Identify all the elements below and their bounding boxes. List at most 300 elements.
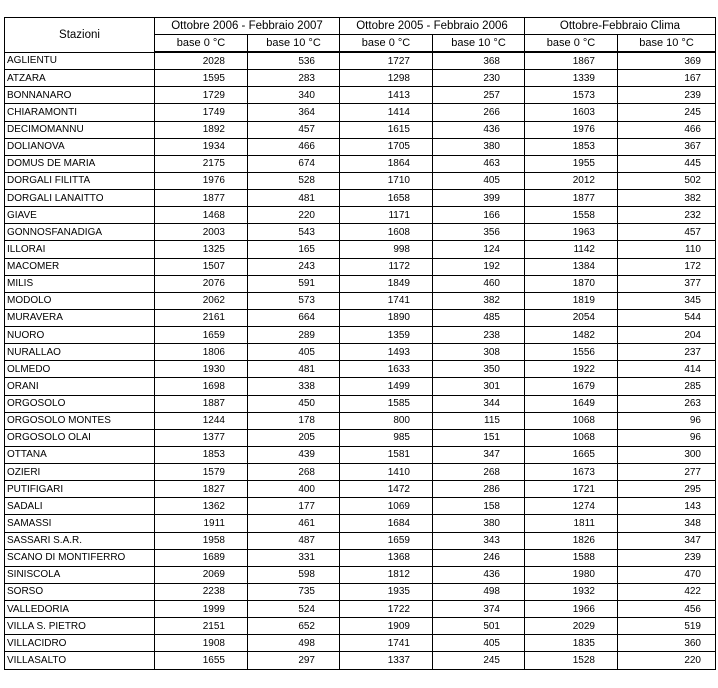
value-cell-base0-2006-2007: 1892 xyxy=(155,121,248,138)
table-row xyxy=(5,395,716,412)
value-cell-base0-2006-2007: 2076 xyxy=(155,275,248,292)
value-cell-base10-clima: 382 xyxy=(618,190,716,207)
value-cell-base10-2006-2007: 220 xyxy=(248,207,340,224)
value-cell-base0-2005-2006: 1909 xyxy=(340,618,433,635)
value-cell-base0-clima: 1980 xyxy=(525,566,618,583)
value-cell-base10-2006-2007: 297 xyxy=(248,652,340,670)
value-cell-base0-2006-2007: 1362 xyxy=(155,498,248,515)
value-cell-base0-2005-2006: 1413 xyxy=(340,87,433,104)
value-cell-base0-clima: 1068 xyxy=(525,429,618,446)
value-cell-base0-2005-2006: 1935 xyxy=(340,583,433,600)
value-cell-base0-2005-2006: 1359 xyxy=(340,327,433,344)
value-cell-base10-2005-2006: 460 xyxy=(433,275,525,292)
value-cell-base10-clima: 360 xyxy=(618,635,716,652)
table-row xyxy=(5,635,716,652)
value-cell-base0-clima: 1721 xyxy=(525,481,618,498)
value-cell-base10-2006-2007: 487 xyxy=(248,532,340,549)
value-cell-base0-clima: 1853 xyxy=(525,138,618,155)
value-cell-base0-clima: 1870 xyxy=(525,275,618,292)
station-name-cell: DOLIANOVA xyxy=(5,138,155,155)
table-header xyxy=(5,18,716,53)
value-cell-base0-2005-2006: 1472 xyxy=(340,481,433,498)
value-cell-base0-clima: 1835 xyxy=(525,635,618,652)
value-cell-base0-clima: 1573 xyxy=(525,87,618,104)
value-cell-base0-clima: 2054 xyxy=(525,309,618,326)
value-cell-base0-2005-2006: 1172 xyxy=(340,258,433,275)
station-name-cell: MODOLO xyxy=(5,292,155,309)
value-cell-base0-clima: 1339 xyxy=(525,70,618,87)
value-cell-base0-2005-2006: 1684 xyxy=(340,515,433,532)
station-name-cell: SADALI xyxy=(5,498,155,515)
value-cell-base0-2006-2007: 2003 xyxy=(155,224,248,241)
table-row xyxy=(5,429,716,446)
value-cell-base0-clima: 1673 xyxy=(525,464,618,481)
value-cell-base0-2006-2007: 1958 xyxy=(155,532,248,549)
station-name-cell: NUORO xyxy=(5,327,155,344)
value-cell-base10-2005-2006: 501 xyxy=(433,618,525,635)
value-cell-base0-2006-2007: 1999 xyxy=(155,601,248,618)
value-cell-base10-clima: 96 xyxy=(618,429,716,446)
table-row xyxy=(5,481,716,498)
subheader-base10: base 10 °C xyxy=(248,35,340,53)
value-cell-base0-2005-2006: 1633 xyxy=(340,361,433,378)
value-cell-base10-2005-2006: 463 xyxy=(433,155,525,172)
value-cell-base0-clima: 2012 xyxy=(525,172,618,189)
value-cell-base10-clima: 239 xyxy=(618,87,716,104)
subheader-base0: base 0 °C xyxy=(525,35,618,53)
value-cell-base10-2005-2006: 380 xyxy=(433,515,525,532)
value-cell-base0-2006-2007: 1806 xyxy=(155,344,248,361)
value-cell-base10-clima: 422 xyxy=(618,583,716,600)
station-name-cell: PUTIFIGARI xyxy=(5,481,155,498)
value-cell-base10-2006-2007: 338 xyxy=(248,378,340,395)
group-header-2005-2006: Ottobre 2005 - Febbraio 2006 xyxy=(340,18,525,35)
station-name-cell: DORGALI LANAITTO xyxy=(5,190,155,207)
table-row xyxy=(5,241,716,258)
value-cell-base10-clima: 285 xyxy=(618,378,716,395)
station-name-cell: OTTANA xyxy=(5,446,155,463)
value-cell-base0-2005-2006: 1615 xyxy=(340,121,433,138)
table-row xyxy=(5,104,716,121)
value-cell-base10-clima: 204 xyxy=(618,327,716,344)
value-cell-base0-2005-2006: 1608 xyxy=(340,224,433,241)
value-cell-base10-clima: 348 xyxy=(618,515,716,532)
value-cell-base10-2006-2007: 481 xyxy=(248,361,340,378)
value-cell-base0-clima: 1976 xyxy=(525,121,618,138)
value-cell-base0-clima: 1649 xyxy=(525,395,618,412)
value-cell-base10-clima: 456 xyxy=(618,601,716,618)
value-cell-base10-2006-2007: 243 xyxy=(248,258,340,275)
value-cell-base10-2006-2007: 283 xyxy=(248,70,340,87)
value-cell-base0-2005-2006: 1414 xyxy=(340,104,433,121)
table-row xyxy=(5,566,716,583)
value-cell-base10-clima: 220 xyxy=(618,652,716,670)
table-row xyxy=(5,309,716,326)
station-name-cell: GONNOSFANADIGA xyxy=(5,224,155,241)
value-cell-base10-2005-2006: 124 xyxy=(433,241,525,258)
station-name-cell: VALLEDORIA xyxy=(5,601,155,618)
value-cell-base0-2005-2006: 1705 xyxy=(340,138,433,155)
value-cell-base10-2005-2006: 380 xyxy=(433,138,525,155)
station-name-cell: VILLACIDRO xyxy=(5,635,155,652)
station-name-cell: ILLORAI xyxy=(5,241,155,258)
value-cell-base10-2005-2006: 151 xyxy=(433,429,525,446)
subheader-base10: base 10 °C xyxy=(433,35,525,53)
value-cell-base0-clima: 1603 xyxy=(525,104,618,121)
table-row xyxy=(5,155,716,172)
station-name-cell: BONNANARO xyxy=(5,87,155,104)
value-cell-base0-2005-2006: 1410 xyxy=(340,464,433,481)
value-cell-base10-clima: 457 xyxy=(618,224,716,241)
table-row xyxy=(5,121,716,138)
value-cell-base10-2006-2007: 331 xyxy=(248,549,340,566)
value-cell-base0-2005-2006: 1741 xyxy=(340,292,433,309)
value-cell-base10-clima: 295 xyxy=(618,481,716,498)
value-cell-base0-2006-2007: 1930 xyxy=(155,361,248,378)
group-header-row xyxy=(5,18,716,35)
table-row xyxy=(5,412,716,429)
value-cell-base0-2005-2006: 1581 xyxy=(340,446,433,463)
value-cell-base10-2006-2007: 177 xyxy=(248,498,340,515)
station-name-cell: MILIS xyxy=(5,275,155,292)
station-name-cell: SINISCOLA xyxy=(5,566,155,583)
value-cell-base10-clima: 502 xyxy=(618,172,716,189)
table-row xyxy=(5,138,716,155)
value-cell-base10-2005-2006: 436 xyxy=(433,121,525,138)
table-row xyxy=(5,52,716,70)
value-cell-base10-2005-2006: 374 xyxy=(433,601,525,618)
station-name-cell: VILLASALTO xyxy=(5,652,155,670)
value-cell-base0-2006-2007: 1749 xyxy=(155,104,248,121)
value-cell-base10-clima: 445 xyxy=(618,155,716,172)
value-cell-base10-2006-2007: 536 xyxy=(248,52,340,70)
value-cell-base0-2005-2006: 1812 xyxy=(340,566,433,583)
value-cell-base10-2005-2006: 350 xyxy=(433,361,525,378)
value-cell-base10-2006-2007: 598 xyxy=(248,566,340,583)
value-cell-base10-clima: 237 xyxy=(618,344,716,361)
value-cell-base0-2006-2007: 1244 xyxy=(155,412,248,429)
table-row xyxy=(5,532,716,549)
value-cell-base10-2005-2006: 436 xyxy=(433,566,525,583)
value-cell-base10-2006-2007: 340 xyxy=(248,87,340,104)
subheader-base0: base 0 °C xyxy=(155,35,248,53)
value-cell-base10-2006-2007: 400 xyxy=(248,481,340,498)
value-cell-base10-2005-2006: 368 xyxy=(433,52,525,70)
value-cell-base10-clima: 519 xyxy=(618,618,716,635)
value-cell-base0-2005-2006: 1171 xyxy=(340,207,433,224)
value-cell-base0-clima: 1966 xyxy=(525,601,618,618)
station-name-cell: NURALLAO xyxy=(5,344,155,361)
value-cell-base10-clima: 470 xyxy=(618,566,716,583)
value-cell-base0-2005-2006: 800 xyxy=(340,412,433,429)
value-cell-base10-2005-2006: 268 xyxy=(433,464,525,481)
value-cell-base10-2006-2007: 364 xyxy=(248,104,340,121)
value-cell-base0-2006-2007: 1325 xyxy=(155,241,248,258)
value-cell-base0-clima: 1665 xyxy=(525,446,618,463)
table-row xyxy=(5,207,716,224)
value-cell-base0-2006-2007: 1655 xyxy=(155,652,248,670)
value-cell-base0-clima: 1556 xyxy=(525,344,618,361)
table-row xyxy=(5,344,716,361)
value-cell-base0-2006-2007: 1579 xyxy=(155,464,248,481)
value-cell-base10-clima: 347 xyxy=(618,532,716,549)
value-cell-base0-clima: 1826 xyxy=(525,532,618,549)
value-cell-base0-clima: 1142 xyxy=(525,241,618,258)
table-row xyxy=(5,327,716,344)
value-cell-base10-2006-2007: 289 xyxy=(248,327,340,344)
value-cell-base0-2005-2006: 1722 xyxy=(340,601,433,618)
value-cell-base0-2005-2006: 1849 xyxy=(340,275,433,292)
table-row xyxy=(5,549,716,566)
value-cell-base10-2006-2007: 405 xyxy=(248,344,340,361)
value-cell-base10-2006-2007: 457 xyxy=(248,121,340,138)
value-cell-base0-2005-2006: 1659 xyxy=(340,532,433,549)
value-cell-base0-2005-2006: 1499 xyxy=(340,378,433,395)
value-cell-base10-clima: 110 xyxy=(618,241,716,258)
value-cell-base0-2006-2007: 1698 xyxy=(155,378,248,395)
station-name-cell: OZIERI xyxy=(5,464,155,481)
value-cell-base0-clima: 1679 xyxy=(525,378,618,395)
value-cell-base10-2006-2007: 178 xyxy=(248,412,340,429)
table-row xyxy=(5,172,716,189)
value-cell-base0-clima: 1819 xyxy=(525,292,618,309)
value-cell-base0-2006-2007: 1377 xyxy=(155,429,248,446)
value-cell-base10-2005-2006: 115 xyxy=(433,412,525,429)
value-cell-base0-clima: 1384 xyxy=(525,258,618,275)
value-cell-base10-2005-2006: 382 xyxy=(433,292,525,309)
value-cell-base10-clima: 263 xyxy=(618,395,716,412)
value-cell-base10-2006-2007: 466 xyxy=(248,138,340,155)
table-row xyxy=(5,618,716,635)
station-name-cell: CHIARAMONTI xyxy=(5,104,155,121)
station-name-cell: DOMUS DE MARIA xyxy=(5,155,155,172)
value-cell-base0-clima: 1811 xyxy=(525,515,618,532)
value-cell-base10-2006-2007: 528 xyxy=(248,172,340,189)
value-cell-base10-2006-2007: 735 xyxy=(248,583,340,600)
station-name-cell: AGLIENTU xyxy=(5,52,155,70)
station-name-cell: ORGOSOLO xyxy=(5,395,155,412)
value-cell-base0-2005-2006: 1710 xyxy=(340,172,433,189)
table-row xyxy=(5,652,716,670)
station-name-cell: ORGOSOLO OLAI xyxy=(5,429,155,446)
value-cell-base0-clima: 1932 xyxy=(525,583,618,600)
value-cell-base0-2005-2006: 1741 xyxy=(340,635,433,652)
value-cell-base10-2005-2006: 347 xyxy=(433,446,525,463)
value-cell-base0-2005-2006: 1493 xyxy=(340,344,433,361)
value-cell-base0-2005-2006: 1298 xyxy=(340,70,433,87)
value-cell-base10-2006-2007: 674 xyxy=(248,155,340,172)
table-row xyxy=(5,258,716,275)
station-name-cell: DECIMOMANNU xyxy=(5,121,155,138)
value-cell-base10-clima: 300 xyxy=(618,446,716,463)
value-cell-base10-2006-2007: 461 xyxy=(248,515,340,532)
table-row xyxy=(5,515,716,532)
station-name-cell: SAMASSI xyxy=(5,515,155,532)
table-row xyxy=(5,361,716,378)
value-cell-base0-2006-2007: 1911 xyxy=(155,515,248,532)
table-row xyxy=(5,87,716,104)
value-cell-base0-2006-2007: 2238 xyxy=(155,583,248,600)
value-cell-base10-2006-2007: 205 xyxy=(248,429,340,446)
station-name-cell: SORSO xyxy=(5,583,155,600)
value-cell-base0-2005-2006: 1864 xyxy=(340,155,433,172)
value-cell-base0-2005-2006: 1658 xyxy=(340,190,433,207)
table-row xyxy=(5,378,716,395)
value-cell-base0-clima: 1922 xyxy=(525,361,618,378)
value-cell-base10-2005-2006: 343 xyxy=(433,532,525,549)
value-cell-base0-2006-2007: 2151 xyxy=(155,618,248,635)
value-cell-base10-2005-2006: 399 xyxy=(433,190,525,207)
value-cell-base10-2006-2007: 268 xyxy=(248,464,340,481)
value-cell-base10-2005-2006: 238 xyxy=(433,327,525,344)
value-cell-base0-2006-2007: 2161 xyxy=(155,309,248,326)
value-cell-base0-clima: 2029 xyxy=(525,618,618,635)
station-name-cell: VILLA S. PIETRO xyxy=(5,618,155,635)
degree-days-table xyxy=(4,17,716,670)
value-cell-base0-2006-2007: 2028 xyxy=(155,52,248,70)
station-name-cell: MACOMER xyxy=(5,258,155,275)
station-name-cell: ORGOSOLO MONTES xyxy=(5,412,155,429)
value-cell-base10-2005-2006: 344 xyxy=(433,395,525,412)
station-name-cell: DORGALI FILITTA xyxy=(5,172,155,189)
value-cell-base0-clima: 1482 xyxy=(525,327,618,344)
value-cell-base10-2005-2006: 405 xyxy=(433,635,525,652)
table-row xyxy=(5,190,716,207)
value-cell-base10-2005-2006: 286 xyxy=(433,481,525,498)
table-body xyxy=(5,52,716,670)
value-cell-base10-clima: 414 xyxy=(618,361,716,378)
value-cell-base10-2005-2006: 356 xyxy=(433,224,525,241)
value-cell-base10-2006-2007: 573 xyxy=(248,292,340,309)
value-cell-base10-2005-2006: 301 xyxy=(433,378,525,395)
value-cell-base10-2006-2007: 652 xyxy=(248,618,340,635)
value-cell-base0-clima: 1558 xyxy=(525,207,618,224)
table-row xyxy=(5,292,716,309)
value-cell-base10-2006-2007: 450 xyxy=(248,395,340,412)
value-cell-base0-clima: 1528 xyxy=(525,652,618,670)
value-cell-base10-2006-2007: 165 xyxy=(248,241,340,258)
value-cell-base0-2005-2006: 1585 xyxy=(340,395,433,412)
value-cell-base10-2006-2007: 664 xyxy=(248,309,340,326)
value-cell-base0-2006-2007: 1934 xyxy=(155,138,248,155)
table-row xyxy=(5,224,716,241)
value-cell-base10-2005-2006: 308 xyxy=(433,344,525,361)
value-cell-base0-clima: 1274 xyxy=(525,498,618,515)
value-cell-base0-2006-2007: 1853 xyxy=(155,446,248,463)
value-cell-base0-2006-2007: 1468 xyxy=(155,207,248,224)
station-name-cell: GIAVE xyxy=(5,207,155,224)
station-column-header: Stazioni xyxy=(5,18,155,53)
value-cell-base10-2005-2006: 166 xyxy=(433,207,525,224)
value-cell-base0-2006-2007: 1976 xyxy=(155,172,248,189)
value-cell-base10-2006-2007: 524 xyxy=(248,601,340,618)
table-row xyxy=(5,446,716,463)
station-name-cell: SCANO DI MONTIFERRO xyxy=(5,549,155,566)
value-cell-base0-2005-2006: 1069 xyxy=(340,498,433,515)
value-cell-base0-2005-2006: 998 xyxy=(340,241,433,258)
value-cell-base0-clima: 1588 xyxy=(525,549,618,566)
station-name-cell: MURAVERA xyxy=(5,309,155,326)
value-cell-base0-2005-2006: 1337 xyxy=(340,652,433,670)
value-cell-base10-clima: 143 xyxy=(618,498,716,515)
value-cell-base0-2006-2007: 1507 xyxy=(155,258,248,275)
value-cell-base0-2005-2006: 1727 xyxy=(340,52,433,70)
station-name-cell: ATZARA xyxy=(5,70,155,87)
value-cell-base10-2005-2006: 485 xyxy=(433,309,525,326)
value-cell-base10-2006-2007: 498 xyxy=(248,635,340,652)
table-row xyxy=(5,583,716,600)
value-cell-base10-2006-2007: 481 xyxy=(248,190,340,207)
value-cell-base0-clima: 1963 xyxy=(525,224,618,241)
value-cell-base10-clima: 345 xyxy=(618,292,716,309)
value-cell-base10-2005-2006: 192 xyxy=(433,258,525,275)
value-cell-base0-2006-2007: 1827 xyxy=(155,481,248,498)
value-cell-base10-clima: 96 xyxy=(618,412,716,429)
value-cell-base10-2005-2006: 405 xyxy=(433,172,525,189)
value-cell-base10-clima: 466 xyxy=(618,121,716,138)
value-cell-base10-2005-2006: 257 xyxy=(433,87,525,104)
value-cell-base0-clima: 1068 xyxy=(525,412,618,429)
value-cell-base10-2005-2006: 266 xyxy=(433,104,525,121)
value-cell-base10-2005-2006: 158 xyxy=(433,498,525,515)
value-cell-base0-2005-2006: 1890 xyxy=(340,309,433,326)
value-cell-base0-clima: 1955 xyxy=(525,155,618,172)
value-cell-base0-clima: 1877 xyxy=(525,190,618,207)
value-cell-base0-2006-2007: 1689 xyxy=(155,549,248,566)
value-cell-base10-2006-2007: 439 xyxy=(248,446,340,463)
subheader-base10: base 10 °C xyxy=(618,35,716,53)
value-cell-base10-clima: 167 xyxy=(618,70,716,87)
value-cell-base10-2006-2007: 591 xyxy=(248,275,340,292)
station-name-cell: SASSARI S.A.R. xyxy=(5,532,155,549)
station-name-cell: OLMEDO xyxy=(5,361,155,378)
value-cell-base0-2005-2006: 985 xyxy=(340,429,433,446)
value-cell-base10-clima: 239 xyxy=(618,549,716,566)
value-cell-base0-2006-2007: 1659 xyxy=(155,327,248,344)
group-header-clima: Ottobre-Febbraio Clima xyxy=(525,18,716,35)
value-cell-base0-2006-2007: 1877 xyxy=(155,190,248,207)
value-cell-base10-2005-2006: 246 xyxy=(433,549,525,566)
value-cell-base0-clima: 1867 xyxy=(525,52,618,70)
group-header-2006-2007: Ottobre 2006 - Febbraio 2007 xyxy=(155,18,340,35)
value-cell-base0-2005-2006: 1368 xyxy=(340,549,433,566)
value-cell-base10-clima: 544 xyxy=(618,309,716,326)
value-cell-base10-clima: 377 xyxy=(618,275,716,292)
subheader-base0: base 0 °C xyxy=(340,35,433,53)
value-cell-base10-2005-2006: 245 xyxy=(433,652,525,670)
value-cell-base0-2006-2007: 1595 xyxy=(155,70,248,87)
value-cell-base0-2006-2007: 1729 xyxy=(155,87,248,104)
value-cell-base0-2006-2007: 1908 xyxy=(155,635,248,652)
value-cell-base0-2006-2007: 2062 xyxy=(155,292,248,309)
table-row xyxy=(5,70,716,87)
value-cell-base10-clima: 367 xyxy=(618,138,716,155)
value-cell-base10-clima: 172 xyxy=(618,258,716,275)
table-row xyxy=(5,498,716,515)
value-cell-base10-clima: 232 xyxy=(618,207,716,224)
value-cell-base0-2006-2007: 1887 xyxy=(155,395,248,412)
value-cell-base0-2006-2007: 2069 xyxy=(155,566,248,583)
value-cell-base10-clima: 369 xyxy=(618,52,716,70)
station-name-cell: ORANI xyxy=(5,378,155,395)
value-cell-base10-clima: 245 xyxy=(618,104,716,121)
value-cell-base10-2005-2006: 230 xyxy=(433,70,525,87)
value-cell-base0-2006-2007: 2175 xyxy=(155,155,248,172)
value-cell-base10-clima: 277 xyxy=(618,464,716,481)
table-row xyxy=(5,464,716,481)
table-row xyxy=(5,601,716,618)
table-row xyxy=(5,275,716,292)
